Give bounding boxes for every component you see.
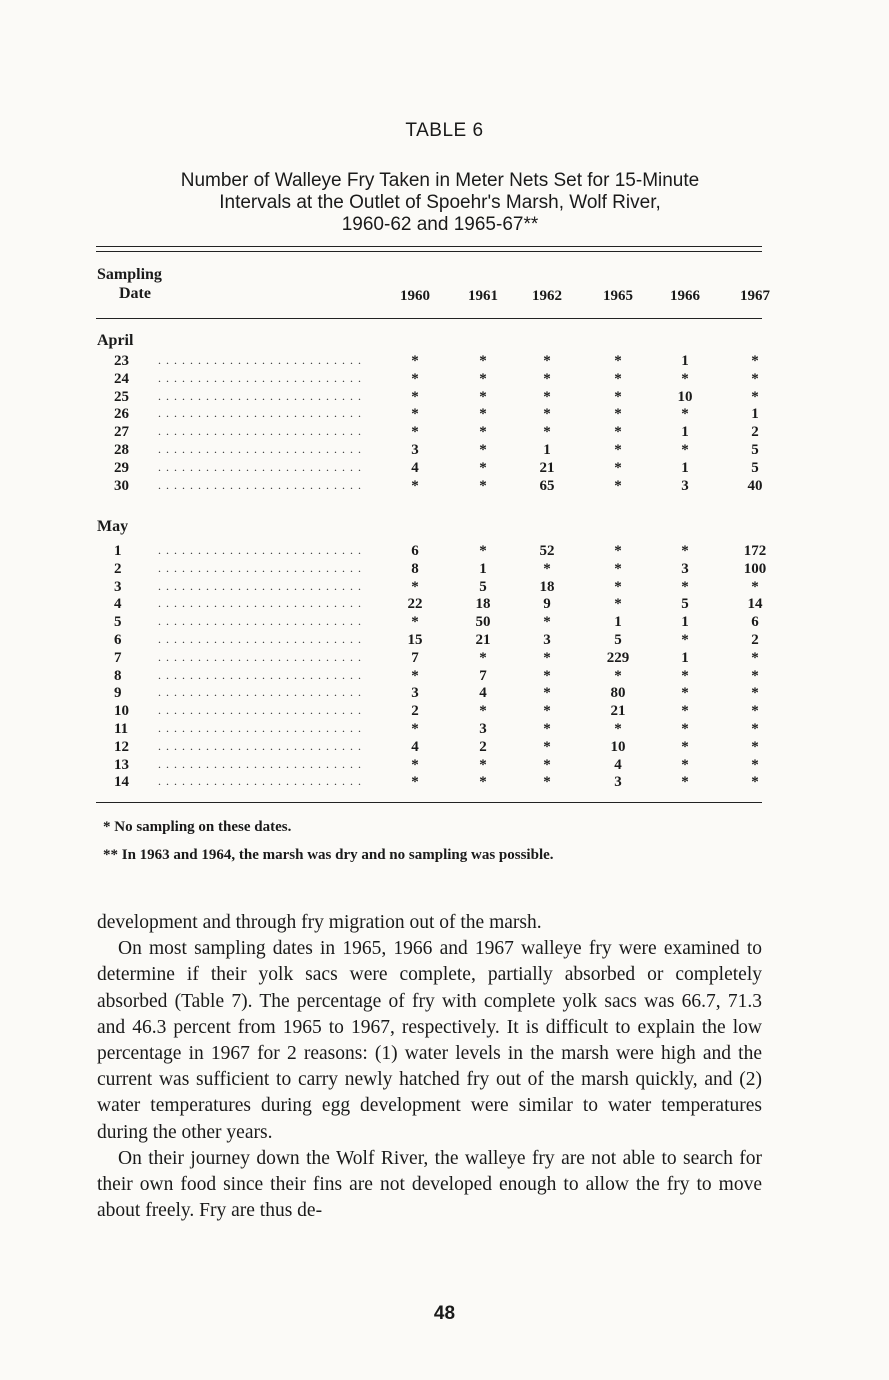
day-cell: 9 [114, 685, 122, 702]
caption-line: Number of Walleye Fry Taken in Meter Nets Set for 15-Minute [180, 170, 700, 191]
value-cell: * [614, 560, 622, 577]
value-cell: 22 [407, 596, 423, 613]
table-caption [100, 170, 780, 236]
value-cell: * [543, 388, 551, 405]
value-cell: * [543, 774, 551, 791]
value-cell: * [681, 774, 689, 791]
value-cell: * [751, 774, 759, 791]
value-cell: * [543, 614, 551, 631]
value-cell: 3 [681, 477, 689, 494]
value-cell: 3 [411, 685, 419, 702]
leader-dots: . . . . . . . . . . . . . . . . . . . . . . . . . . [158, 406, 362, 421]
value-cell: * [411, 667, 419, 684]
value-cell: 4 [479, 685, 487, 702]
year-header: 1960 [400, 288, 430, 304]
table-row [0, 614, 889, 632]
value-cell: * [681, 632, 689, 648]
leader-dots: . . . . . . . . . . . . . . . . . . . . . . . . . . [158, 596, 362, 611]
value-cell: * [411, 721, 419, 737]
value-cell: * [751, 578, 759, 595]
value-cell: 21 [539, 459, 555, 476]
body-text [97, 910, 762, 1224]
value-cell: 40 [747, 477, 763, 494]
header-date: Date [119, 285, 151, 302]
value-cell: 21 [475, 632, 491, 648]
value-cell: 7 [411, 649, 419, 666]
day-cell: 5 [114, 614, 122, 631]
table-row [0, 757, 889, 775]
value-cell: * [751, 649, 759, 666]
value-cell: * [751, 370, 759, 387]
value-cell: * [751, 685, 759, 702]
value-cell: 50 [475, 614, 491, 631]
value-cell: * [411, 406, 419, 423]
value-cell: * [614, 667, 622, 684]
value-cell: * [614, 406, 622, 423]
value-cell: 10 [677, 388, 693, 405]
leader-dots: . . . . . . . . . . . . . . . . . . . . . . . . . . [158, 774, 362, 789]
value-cell: 52 [539, 543, 555, 559]
leader-dots: . . . . . . . . . . . . . . . . . . . . . . . . . . [158, 388, 362, 403]
value-cell: 10 [610, 738, 626, 755]
day-cell: 30 [114, 477, 129, 494]
value-cell: * [614, 388, 622, 405]
day-cell: 13 [114, 756, 129, 773]
day-cell: 24 [114, 370, 129, 387]
value-cell: 1 [681, 353, 689, 369]
year-header: 1961 [468, 288, 498, 304]
footnote-dry-marsh: ** In 1963 and 1964, the marsh was dry and no sampling was possible. [103, 847, 554, 863]
day-cell: 10 [114, 703, 129, 720]
value-cell: 2 [411, 703, 419, 720]
value-cell: * [543, 406, 551, 423]
leader-dots: . . . . . . . . . . . . . . . . . . . . . . . . . . [158, 543, 362, 557]
day-cell: 23 [114, 353, 129, 369]
leader-dots: . . . . . . . . . . . . . . . . . . . . . . . . . . [158, 721, 362, 735]
value-cell: 21 [610, 703, 626, 720]
value-cell: 15 [407, 632, 423, 648]
table-top-rule [96, 251, 762, 252]
table-row [0, 739, 889, 757]
value-cell: 3 [411, 442, 419, 458]
leader-dots: . . . . . . . . . . . . . . . . . . . . . . . . . . [158, 560, 362, 575]
value-cell: * [614, 442, 622, 458]
value-cell: * [543, 649, 551, 666]
leader-dots: . . . . . . . . . . . . . . . . . . . . . . . . . . [158, 667, 362, 682]
value-cell: * [479, 477, 487, 494]
caption-line: 1960-62 and 1965-67** [341, 214, 539, 235]
value-cell: 1 [751, 406, 759, 423]
value-cell: * [411, 578, 419, 595]
value-cell: 1 [681, 459, 689, 476]
value-cell: * [681, 721, 689, 737]
value-cell: * [681, 703, 689, 720]
value-cell: * [479, 649, 487, 666]
table-row [0, 596, 889, 614]
value-cell: * [543, 424, 551, 441]
value-cell: * [681, 667, 689, 684]
value-cell: * [543, 738, 551, 755]
value-cell: * [479, 424, 487, 441]
day-cell: 26 [114, 406, 129, 423]
value-cell: 3 [479, 721, 487, 737]
value-cell: 100 [743, 560, 767, 577]
value-cell: 8 [411, 560, 419, 577]
year-header: 1967 [740, 288, 770, 304]
table-row [0, 668, 889, 686]
table-row [0, 561, 889, 579]
value-cell: 3 [681, 560, 689, 577]
value-cell: * [751, 756, 759, 773]
leader-dots: . . . . . . . . . . . . . . . . . . . . . . . . . . [158, 632, 362, 646]
paragraph: development and through fry migration out of the marsh. [97, 912, 542, 933]
value-cell: * [614, 596, 622, 613]
value-cell: 18 [475, 596, 491, 613]
value-cell: 1 [479, 560, 487, 577]
table-label: TABLE 6 [405, 120, 484, 141]
value-cell: * [614, 721, 622, 737]
value-cell: * [543, 685, 551, 702]
day-cell: 27 [114, 424, 129, 441]
day-cell: 1 [114, 543, 122, 559]
value-cell: * [543, 560, 551, 577]
header-sampling: Sampling [97, 266, 162, 283]
value-cell: * [681, 370, 689, 387]
table-row [0, 579, 889, 597]
value-cell: 4 [411, 738, 419, 755]
day-cell: 3 [114, 578, 122, 595]
value-cell: 229 [606, 649, 630, 666]
value-cell: 14 [747, 596, 763, 613]
value-cell: * [614, 543, 622, 559]
day-cell: 8 [114, 667, 122, 684]
table-row [0, 424, 889, 442]
table-row [0, 478, 889, 496]
value-cell: 172 [743, 543, 767, 559]
table-row [0, 650, 889, 668]
value-cell: * [614, 353, 622, 369]
leader-dots: . . . . . . . . . . . . . . . . . . . . . . . . . . [158, 424, 362, 439]
value-cell: 5 [751, 442, 759, 458]
value-cell: * [543, 703, 551, 720]
leader-dots: . . . . . . . . . . . . . . . . . . . . . . . . . . [158, 685, 362, 700]
value-cell: * [479, 442, 487, 458]
value-cell: * [751, 388, 759, 405]
value-cell: * [479, 703, 487, 720]
value-cell: * [543, 721, 551, 737]
value-cell: 6 [411, 543, 419, 559]
value-cell: * [411, 370, 419, 387]
value-cell: * [681, 543, 689, 559]
value-cell: 2 [479, 738, 487, 755]
footnote-no-sampling: * No sampling on these dates. [103, 819, 292, 835]
year-header: 1966 [670, 288, 700, 304]
table-row [0, 442, 889, 460]
year-header: 1965 [603, 288, 633, 304]
leader-dots: . . . . . . . . . . . . . . . . . . . . . . . . . . [158, 649, 362, 664]
leader-dots: . . . . . . . . . . . . . . . . . . . . . . . . . . [158, 614, 362, 629]
table-row [0, 371, 889, 389]
value-cell: * [543, 370, 551, 387]
day-cell: 7 [114, 649, 122, 666]
value-cell: * [411, 424, 419, 441]
day-cell: 2 [114, 560, 122, 577]
year-header: 1962 [532, 288, 562, 304]
value-cell: 1 [681, 424, 689, 441]
day-cell: 14 [114, 774, 129, 791]
value-cell: 18 [539, 578, 555, 595]
value-cell: * [751, 703, 759, 720]
table-row [0, 406, 889, 424]
value-cell: 5 [479, 578, 487, 595]
value-cell: * [479, 353, 487, 369]
value-cell: 80 [610, 685, 626, 702]
value-cell: * [681, 756, 689, 773]
table-row [0, 543, 889, 561]
value-cell: * [681, 442, 689, 458]
value-cell: 1 [543, 442, 551, 458]
value-cell: * [681, 578, 689, 595]
value-cell: * [479, 406, 487, 423]
table-row [0, 389, 889, 407]
leader-dots: . . . . . . . . . . . . . . . . . . . . . . . . . . [158, 477, 362, 492]
table-row [0, 353, 889, 371]
leader-dots: . . . . . . . . . . . . . . . . . . . . . . . . . . [158, 370, 362, 385]
table-row [0, 460, 889, 478]
value-cell: 5 [751, 459, 759, 476]
value-cell: * [411, 774, 419, 791]
value-cell: 2 [751, 424, 759, 441]
value-cell: * [681, 406, 689, 423]
table-row [0, 721, 889, 739]
value-cell: * [543, 353, 551, 369]
table-row [0, 685, 889, 703]
value-cell: 1 [681, 649, 689, 666]
value-cell: 3 [543, 632, 551, 648]
leader-dots: . . . . . . . . . . . . . . . . . . . . . . . . . . [158, 578, 362, 593]
day-cell: 25 [114, 388, 129, 405]
value-cell: * [681, 738, 689, 755]
value-cell: * [479, 543, 487, 559]
value-cell: * [411, 388, 419, 405]
value-cell: * [614, 370, 622, 387]
page-number: 48 [433, 1303, 456, 1324]
day-cell: 12 [114, 738, 129, 755]
leader-dots: . . . . . . . . . . . . . . . . . . . . . . . . . . [158, 738, 362, 753]
value-cell: 1 [614, 614, 622, 631]
value-cell: * [411, 756, 419, 773]
table-row [0, 703, 889, 721]
value-cell: * [614, 424, 622, 441]
value-cell: * [751, 353, 759, 369]
table-top-rule [96, 246, 762, 247]
value-cell: * [614, 477, 622, 494]
value-cell: * [411, 353, 419, 369]
value-cell: 7 [479, 667, 487, 684]
value-cell: 5 [614, 632, 622, 648]
day-cell: 28 [114, 442, 129, 458]
value-cell: * [751, 667, 759, 684]
day-cell: 11 [114, 721, 129, 737]
table-bottom-rule [96, 802, 762, 803]
value-cell: 5 [681, 596, 689, 613]
value-cell: * [479, 774, 487, 791]
column-header-date [97, 265, 162, 303]
day-cell: 4 [114, 596, 122, 613]
leader-dots: . . . . . . . . . . . . . . . . . . . . . . . . . . [158, 703, 362, 718]
paragraph: On their journey down the Wolf River, the walleye fry are not able to search for their own food since their fins are not developed enough to allow the fry to move about freely. Fry are thus de- [97, 1147, 762, 1222]
value-cell: * [479, 459, 487, 476]
value-cell: 65 [539, 477, 555, 494]
value-cell: * [614, 578, 622, 595]
value-cell: * [479, 370, 487, 387]
month-label: April [97, 332, 134, 349]
value-cell: 1 [681, 614, 689, 631]
value-cell: 6 [751, 614, 759, 631]
paragraph: On most sampling dates in 1965, 1966 and 1967 walleye fry were examined to determine if their yolk sacs were complete, partially absorbed or completely absorbed (Table 7). The percentage of fry with complete yolk sacs was 66.7, 71.3 and 46.3 percent from 1965 to 1967, respectively. It is difficult to explain the low percentage in 1967 for 2 reasons: (1) water levels in the marsh were high and the current was sufficient to carry newly hatched fry out of the marsh quickly, and (2) water temperatures during egg development were similar to water temperatures during the other years. [97, 938, 762, 1143]
value-cell: * [751, 721, 759, 737]
value-cell: * [479, 756, 487, 773]
leader-dots: . . . . . . . . . . . . . . . . . . . . . . . . . . [158, 442, 362, 456]
value-cell: * [614, 459, 622, 476]
value-cell: 9 [543, 596, 551, 613]
leader-dots: . . . . . . . . . . . . . . . . . . . . . . . . . . [158, 353, 362, 367]
value-cell: * [411, 477, 419, 494]
leader-dots: . . . . . . . . . . . . . . . . . . . . . . . . . . [158, 756, 362, 771]
caption-line: Intervals at the Outlet of Spoehr's Marsh, Wolf River, [219, 192, 661, 213]
value-cell: 4 [614, 756, 622, 773]
value-cell: 3 [614, 774, 622, 791]
value-cell: * [681, 685, 689, 702]
day-cell: 6 [114, 632, 122, 648]
month-label: May [97, 518, 129, 535]
value-cell: * [479, 388, 487, 405]
table-row [0, 774, 889, 792]
value-cell: * [411, 614, 419, 631]
value-cell: * [751, 738, 759, 755]
day-cell: 29 [114, 459, 129, 476]
value-cell: * [543, 667, 551, 684]
value-cell: 2 [751, 632, 759, 648]
value-cell: 4 [411, 459, 419, 476]
leader-dots: . . . . . . . . . . . . . . . . . . . . . . . . . . [158, 459, 362, 474]
header-rule [96, 318, 762, 319]
table-row [0, 632, 889, 650]
value-cell: * [543, 756, 551, 773]
